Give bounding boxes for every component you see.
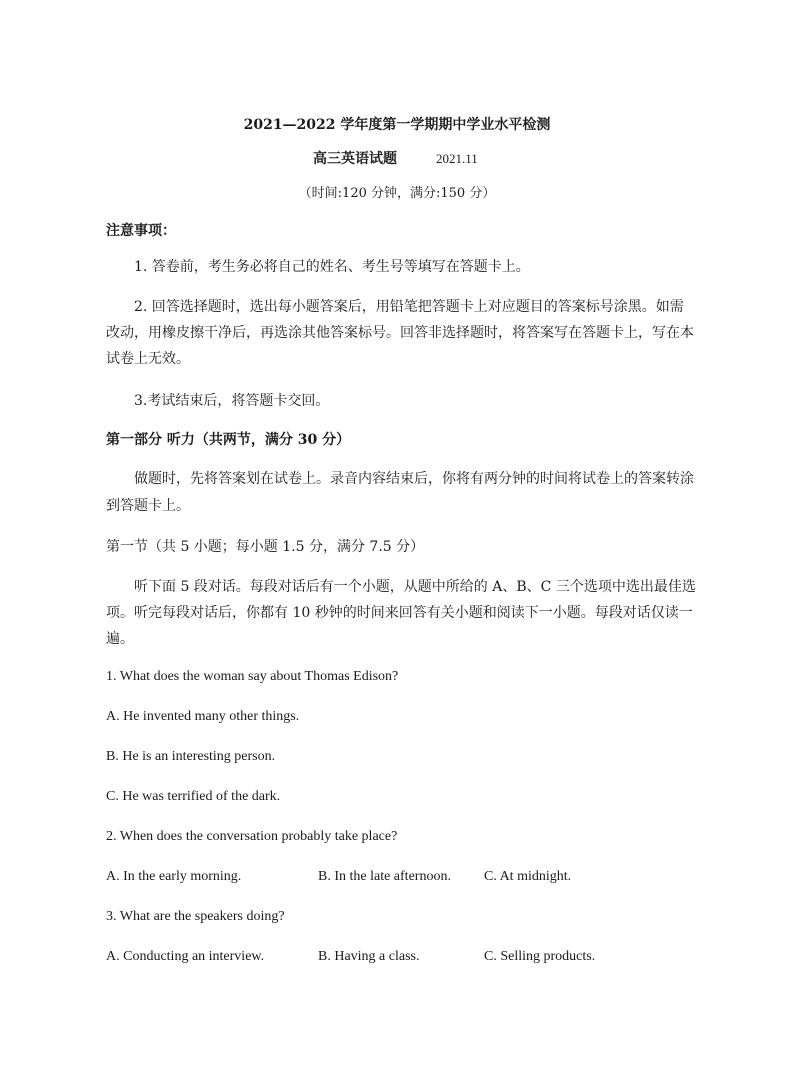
exam-time-info: （时间:120 分钟，满分:150 分） [298,186,496,201]
question-2-stem: 2. When does the conversation probably take place? [106,829,398,844]
part1-heading: 第一部分 听力（共两节，满分 30 分） [106,432,351,448]
question-3-stem: 3. What are the speakers doing? [106,909,285,924]
question-1-option-c: C. He was terrified of the dark. [106,789,281,804]
question-2-option-c: C. At midnight. [484,869,572,884]
section1-intro-line-3: 遍。 [106,631,134,647]
notice-item-2-line-3: 试卷上无效。 [106,351,190,367]
notice-item-2-line-1: 2. 回答选择题时，选出每小题答案后，用铅笔把答题卡上对应题目的答案标号涂黑。如需 [134,299,684,315]
section1-intro-line-2: 项。听完每段对话后，你都有 10 秒钟的时间来回答有关小题和阅读下一小题。每段对话仅读一 [106,605,693,621]
part1-intro-line-2: 到答题卡上。 [106,498,190,514]
notice-item-3: 3.考试结束后，将答题卡交回。 [134,393,330,409]
question-1-option-b: B. He is an interesting person. [106,749,276,764]
part1-intro-line-1: 做题时，先将答案划在试卷上。录音内容结束后，你将有两分钟的时间将试卷上的答案转涂 [134,471,694,487]
notice-item-2-line-2: 改动，用橡皮擦干净后，再选涂其他答案标号。回答非选择题时，将答案写在答题卡上，写在本 [106,325,694,341]
notice-item-1: 1. 答卷前，考生务必将自己的姓名、考生号等填写在答题卡上。 [134,259,530,275]
section1-intro-line-1: 听下面 5 段对话。每段对话后有一个小题，从题中所给的 A、B、C 三个选项中选出最佳选 [134,579,696,595]
section1-heading: 第一节（共 5 小题；每小题 1.5 分，满分 7.5 分） [106,539,425,555]
question-2-option-b: B. In the late afternoon. [318,869,451,884]
question-3-option-a: A. Conducting an interview. [106,949,265,964]
exam-subtitle: 高三英语试题 [313,151,397,167]
exam-title: 2021—2022 学年度第一学期期中学业水平检测 [243,117,551,133]
question-3-option-c: C. Selling products. [484,949,596,964]
exam-date: 2021.11 [436,151,478,166]
question-1-option-a: A. He invented many other things. [106,709,300,724]
question-1-stem: 1. What does the woman say about Thomas Edison? [106,669,399,684]
question-2-option-a: A. In the early morning. [106,869,242,884]
notice-heading: 注意事项： [106,223,176,239]
question-3-option-b: B. Having a class. [318,949,420,964]
